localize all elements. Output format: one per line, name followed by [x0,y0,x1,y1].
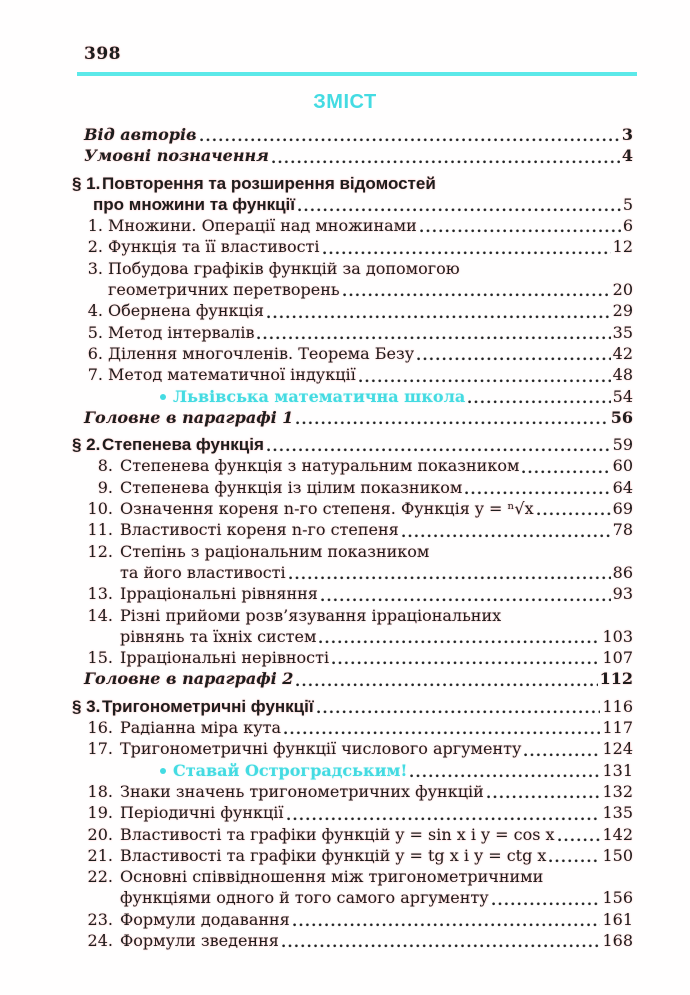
toc-entry-number: 3. [87,258,103,278]
toc-item-row [72,626,633,647]
toc-page-number: 124 [602,739,633,759]
toc-page-number: 132 [602,781,633,801]
toc-page-number: 131 [602,760,633,780]
toc-item-row [72,887,633,908]
toc-entry-number: 22. [87,867,113,887]
toc-item-row [72,930,633,951]
toc-entry-label: Ділення многочленів. Теорема Безу [108,343,415,363]
toc-entry-label: Степенева функція [102,435,264,455]
toc-entry-number: 14. [87,605,113,625]
dot-leader [537,512,611,516]
dot-leader [298,208,621,212]
toc-entry-number: 6. [87,343,103,363]
toc-entry-label: Головне в параграфі 1 [84,407,294,427]
toc-entry-label: Тригонометричні функції [102,696,314,716]
dot-leader [465,491,610,495]
dot-leader [359,379,611,383]
toc-entry-label: про множини та функції [93,194,296,214]
dot-leader [410,774,600,778]
toc-item-row [72,519,633,540]
dot-leader [272,160,620,164]
toc-section-row [72,194,633,215]
dot-leader [289,576,611,580]
toc-page-number: 4 [621,146,633,166]
toc-bullet-row [160,760,633,781]
toc-entry-label: Степенева функція із цілим показником [120,477,463,497]
toc-page-number: 103 [602,626,633,646]
toc-item-row [72,541,633,562]
toc-page-number: 117 [602,718,633,738]
dot-leader [402,534,611,538]
dot-leader [487,795,601,799]
toc-page-number: 64 [612,477,633,497]
cyan-dot-icon [160,768,166,774]
toc-entry-label: Львівська математична школа [173,386,466,406]
toc-entry-number: 13. [87,584,113,604]
dot-leader [287,817,601,821]
toc-entry-number: 16. [87,718,113,738]
toc-entry-label: Означення кореня n-го степеня. Функція y = ⁿ√x [120,499,534,519]
toc-entry-number: § 2. [72,435,101,455]
toc-entry-number: 8. [97,456,113,476]
toc-entry-number: 15. [87,648,113,668]
dot-leader [200,138,620,142]
page-number: 398 [84,44,121,64]
toc-page-number: 156 [602,888,633,908]
toc-entry-label: Множини. Операції над множинами [108,216,417,236]
toc-item-row [72,845,633,866]
toc-page-number: 142 [602,824,633,844]
toc-page-number: 3 [621,125,633,144]
toc-item-row [72,738,633,759]
toc-item-row [72,866,633,887]
toc-entry-number: 2. [87,237,103,257]
toc-page-number: 60 [612,456,633,476]
dot-leader [343,293,611,297]
toc-page-number: 12 [612,237,633,257]
toc-entry-label: Властивості та графіки функцій y = sin x і y = cos x [120,824,555,844]
toc-item-row [72,279,633,300]
toc-page-number: 86 [612,562,633,582]
toc-page-number: 56 [610,407,633,427]
table-of-contents [72,124,633,951]
toc-item-row [72,455,633,476]
toc-page-number: 116 [602,696,633,716]
toc-entry-label: Властивості та графіки функцій y = tg x і y = ctg x [120,845,547,865]
toc-item-row [72,717,633,738]
dot-leader [558,838,601,842]
dot-leader [267,315,611,319]
dot-leader [319,640,600,644]
toc-entry-label: Основні співвідношення між тригонометричними [120,867,544,887]
cyan-dot-icon [160,394,166,400]
dot-leader [417,357,611,361]
toc-entry-label: Степенева функція з натуральним показником [120,456,520,476]
header-rule [77,72,637,76]
toc-entry-number: 7. [87,365,103,385]
toc-entry-number: 4. [87,301,103,321]
toc-item-row [72,909,633,930]
toc-entry-label: Степінь з раціональним показником [120,541,430,561]
toc-page-number: 29 [612,301,633,321]
toc-entry-number: 17. [87,739,113,759]
toc-item-row [72,824,633,845]
dot-leader [524,753,600,757]
toc-entry-label: Обернена функція [108,301,264,321]
dot-leader [317,710,601,714]
toc-item-row [72,802,633,823]
toc-item-row [72,343,633,364]
toc-page-number: 168 [602,930,633,950]
toc-section-row [72,434,633,455]
toc-item-row [72,215,633,236]
page-title: ЗМІСТ [313,91,377,113]
toc-page-number: 78 [612,520,633,540]
toc-item-row [72,562,633,583]
toc-entry-label: Тригонометричні функції числового аргументу [120,739,522,759]
toc-entry-number: 11. [87,520,113,540]
dot-leader [332,661,600,665]
toc-entry-number: 21. [87,845,113,865]
toc-entry-number: 20. [87,824,113,844]
toc-entry-label: рівнянь та їхніх систем [120,626,317,646]
toc-entry-number: 24. [87,930,113,950]
toc-entry-number: § 3. [72,696,101,716]
dot-leader [522,470,610,474]
dot-leader [549,859,600,863]
toc-entry-label: Ірраціональні рівняння [120,584,318,604]
dot-leader [321,598,611,602]
dot-leader [468,400,610,404]
toc-entry-label: Побудова графіків функцій за допомогою [108,258,460,278]
toc-entry-label: Від авторів [84,125,197,144]
toc-item-row [72,258,633,279]
toc-entry-number: 23. [87,909,113,929]
toc-section-row [72,696,633,717]
dot-leader [293,923,601,927]
toc-item-row [72,583,633,604]
toc-entry-number: 10. [87,499,113,519]
toc-item-row [72,364,633,385]
toc-page-number: 93 [612,584,633,604]
toc-section-row [72,173,633,194]
toc-page-number: 135 [602,803,633,823]
dot-leader [267,448,611,452]
toc-page-number: 5 [622,194,633,214]
toc-page-number: 54 [612,386,633,406]
toc-entry-label: Формули зведення [120,930,279,950]
toc-entry-label: Повторення та розширення відомостей [102,173,436,193]
toc-entry-label: та його властивості [120,562,286,582]
toc-item-row [72,322,633,343]
toc-page-number: 161 [602,909,633,929]
toc-entry-number: 18. [87,781,113,801]
toc-entry-label: Різні прийоми розв’язування ірраціональних [120,605,502,625]
toc-item-row [72,236,633,257]
dot-leader [420,229,621,233]
dot-leader [282,944,601,948]
toc-entry-label: геометричних перетворень [108,280,340,300]
toc-entry-label: Ірраціональні нерівності [120,648,330,668]
toc-page-number: 112 [599,669,633,689]
toc-entry-label: Функція та її властивості [108,237,320,257]
toc-entry-label: Знаки значень тригонометричних функцій [120,781,484,801]
toc-entry-number: 19. [87,803,113,823]
toc-page-number: 35 [612,322,633,342]
toc-entry-label: Метод математичної індукції [108,365,356,385]
toc-front-row [72,145,633,166]
toc-page-number: 69 [612,499,633,519]
toc-page-number: 6 [622,216,633,236]
toc-page-number: 42 [612,343,633,363]
toc-item-row [72,647,633,668]
toc-bullet-row [160,386,633,407]
toc-entry-label: Головне в параграфі 2 [84,669,294,689]
toc-entry-label: Метод інтервалів [108,322,255,342]
toc-page-number: 107 [602,648,633,668]
dot-leader [296,421,608,425]
toc-page-number: 48 [612,365,633,385]
toc-item-row [72,781,633,802]
toc-item-row [72,300,633,321]
toc-entry-number: § 1. [72,173,101,193]
toc-entry-label: Умовні позначення [84,146,269,166]
toc-entry-number: 5. [87,322,103,342]
dot-leader [284,731,600,735]
toc-item-row [72,498,633,519]
toc-entry-label: Радіанна міра кута [120,718,281,738]
toc-entry-label: Формули додавання [120,909,290,929]
toc-entry-label: функціями одного й того самого аргументу [120,888,489,908]
toc-page-number: 150 [602,845,633,865]
toc-entry-number: 1. [87,216,103,236]
toc-summary-row [72,668,633,689]
toc-item-row [72,605,633,626]
toc-entry-label: Властивості кореня n-го степеня [120,520,399,540]
toc-item-row [72,477,633,498]
toc-entry-number: 12. [87,541,113,561]
dot-leader [296,683,597,687]
toc-entry-number: 9. [97,477,113,497]
dot-leader [492,902,601,906]
dot-leader [323,251,611,255]
toc-summary-row [72,407,633,428]
toc-entry-label: Періодичні функції [120,803,284,823]
dot-leader [257,336,610,340]
toc-page-number: 20 [612,280,633,300]
toc-entry-label: Ставай Остроградським! [173,760,408,780]
toc-page-number: 59 [612,435,633,455]
toc-front-row [72,124,633,145]
